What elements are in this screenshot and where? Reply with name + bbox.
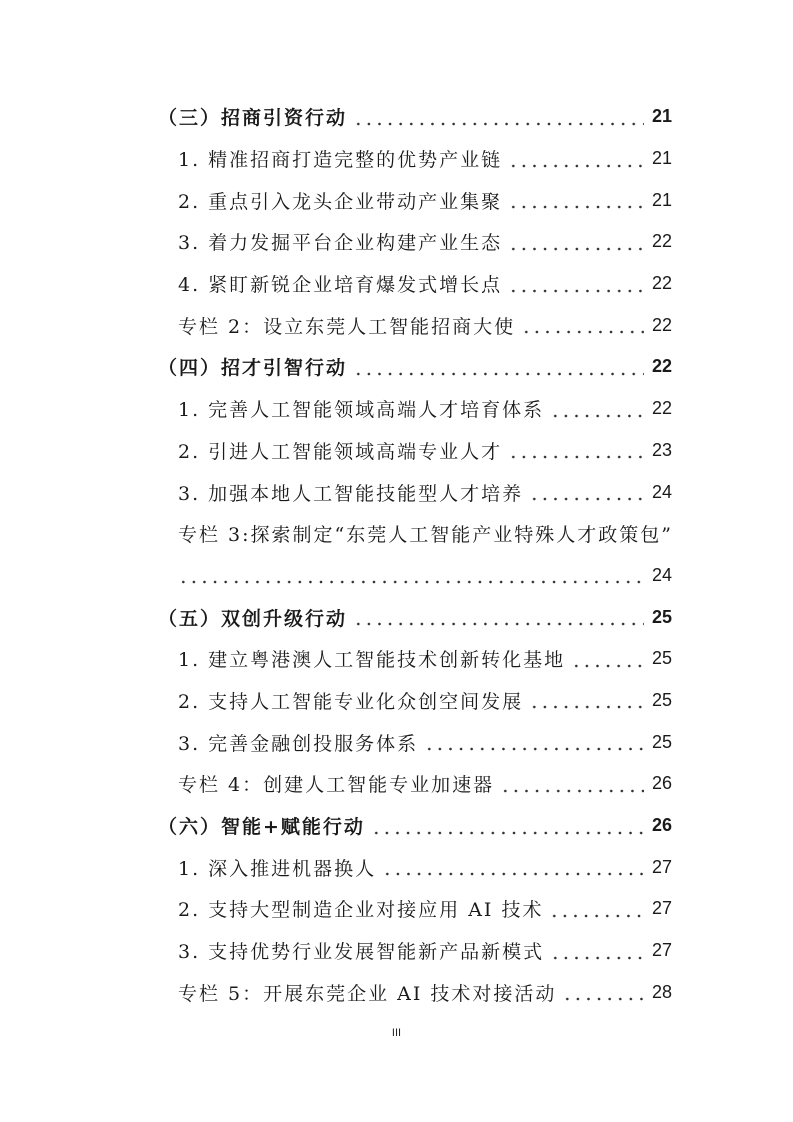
toc-page-number: 25: [651, 689, 672, 710]
toc-page-number: 21: [651, 189, 672, 210]
page-number: III: [391, 1027, 402, 1039]
toc-dot-leader: [571, 656, 644, 668]
toc-entry[interactable]: [178, 179, 672, 221]
toc-dot-leader: [424, 739, 644, 751]
toc-entry-title: 1. 精准招商打造完整的优势产业链: [178, 149, 503, 172]
toc-dot-leader: [529, 489, 644, 501]
toc-page-number: 27: [651, 940, 672, 961]
toc-entry-title: 2. 重点引入龙头企业带动产业集聚: [178, 190, 503, 213]
toc-page-number: 22: [651, 231, 672, 252]
toc-entry[interactable]: [178, 930, 672, 972]
toc-dot-leader: [521, 322, 644, 334]
toc-dot-leader: [529, 697, 644, 709]
toc-page-number: 22: [651, 398, 672, 419]
toc-entry[interactable]: [178, 304, 672, 346]
toc-entry[interactable]: [178, 221, 672, 263]
toc-page-number: 21: [651, 148, 672, 169]
toc-entry[interactable]: [178, 388, 672, 430]
toc-page-number: 24: [651, 564, 672, 585]
toc-dot-leader: [353, 614, 644, 626]
toc-section-heading[interactable]: [158, 346, 672, 388]
toc-entry[interactable]: [178, 263, 672, 305]
toc-entry-title: （五）双创升级行动: [158, 607, 348, 630]
toc-entry[interactable]: [178, 638, 672, 680]
toc-dot-leader: [382, 864, 644, 876]
toc-page-number: 22: [651, 314, 672, 335]
toc-page-number: 24: [651, 481, 672, 502]
toc-entry[interactable]: [178, 138, 672, 180]
toc-dot-leader: [550, 948, 644, 960]
toc-dot-leader: [508, 447, 644, 459]
toc-page-number: 22: [651, 356, 672, 377]
toc-page-number: 27: [651, 856, 672, 877]
toc-dot-leader: [550, 406, 644, 418]
toc-entry-title: 1. 完善人工智能领域高端人才培育体系: [178, 399, 545, 422]
toc-entry-title: 1. 建立粤港澳人工智能技术创新转化基地: [178, 649, 566, 672]
toc-entry-title: 专栏 3:探索制定“东莞人工智能产业特殊人才政策包”: [178, 524, 673, 547]
toc-dot-leader: [508, 281, 644, 293]
toc-section-heading[interactable]: [158, 96, 672, 138]
toc-dot-leader: [178, 572, 644, 584]
toc-dot-leader: [549, 906, 643, 918]
toc-dot-leader: [353, 364, 644, 376]
toc-entry-title: 2. 支持大型制造企业对接应用 AI 技术: [178, 899, 544, 922]
toc-page-number: 25: [651, 606, 672, 627]
toc-dot-leader: [508, 156, 644, 168]
toc-entry-title: （三）招商引资行动: [158, 107, 348, 130]
toc-entry-title: 1. 深入推进机器换人: [178, 857, 377, 880]
toc-dot-leader: [371, 823, 644, 835]
toc-entry-title: （六）智能+赋能行动: [158, 816, 365, 839]
toc-dot-leader: [562, 989, 644, 1001]
toc-entry[interactable]: [178, 513, 672, 555]
toc-entry-title: 3. 完善金融创投服务体系: [178, 732, 419, 755]
toc-page-number: 28: [651, 981, 672, 1002]
toc-entry-title: 3. 着力发掘平台企业构建产业生态: [178, 232, 503, 255]
toc-entry-title: 4. 紧盯新锐企业培育爆发式增长点: [178, 274, 503, 297]
toc-entry-title: 2. 支持人工智能专业化众创空间发展: [178, 690, 524, 713]
toc-entry-continuation[interactable]: [178, 555, 672, 597]
toc-entry-title: 2. 引进人工智能领域高端专业人才: [178, 440, 503, 463]
toc-dot-leader: [508, 197, 644, 209]
toc-entry-title: （四）招才引智行动: [158, 357, 348, 380]
toc-entry-title: 专栏 4：创建人工智能专业加速器: [178, 774, 495, 797]
toc-entry-title: 专栏 5：开展东莞企业 AI 技术对接活动: [178, 982, 557, 1005]
toc-entry[interactable]: [178, 846, 672, 888]
toc-entry[interactable]: [178, 888, 672, 930]
toc-entry[interactable]: [178, 430, 672, 472]
toc-page-number: 26: [651, 773, 672, 794]
toc-dot-leader: [500, 781, 644, 793]
toc-section-heading[interactable]: [158, 596, 672, 638]
toc-page-number: 27: [651, 898, 672, 919]
toc-page-number: 26: [651, 815, 672, 836]
toc-entry[interactable]: [178, 471, 672, 513]
toc-section-heading[interactable]: [158, 805, 672, 847]
toc-dot-leader: [353, 114, 644, 126]
toc-dot-leader: [508, 239, 644, 251]
toc-entry[interactable]: [178, 680, 672, 722]
toc-entry-title: 3. 加强本地人工智能技能型人才培养: [178, 482, 524, 505]
toc-entry[interactable]: [178, 763, 672, 805]
toc-page-number: 23: [651, 439, 672, 460]
toc-page-number: 25: [651, 731, 672, 752]
toc-entry[interactable]: [178, 721, 672, 763]
table-of-contents: [158, 96, 672, 1013]
toc-page-number: 21: [651, 106, 672, 127]
toc-page-number: 25: [651, 648, 672, 669]
toc-entry-title: 专栏 2：设立东莞人工智能招商大使: [178, 315, 516, 338]
toc-entry-title: 3. 支持优势行业发展智能新产品新模式: [178, 941, 545, 964]
toc-entry[interactable]: [178, 971, 672, 1013]
toc-page-number: 22: [651, 273, 672, 294]
